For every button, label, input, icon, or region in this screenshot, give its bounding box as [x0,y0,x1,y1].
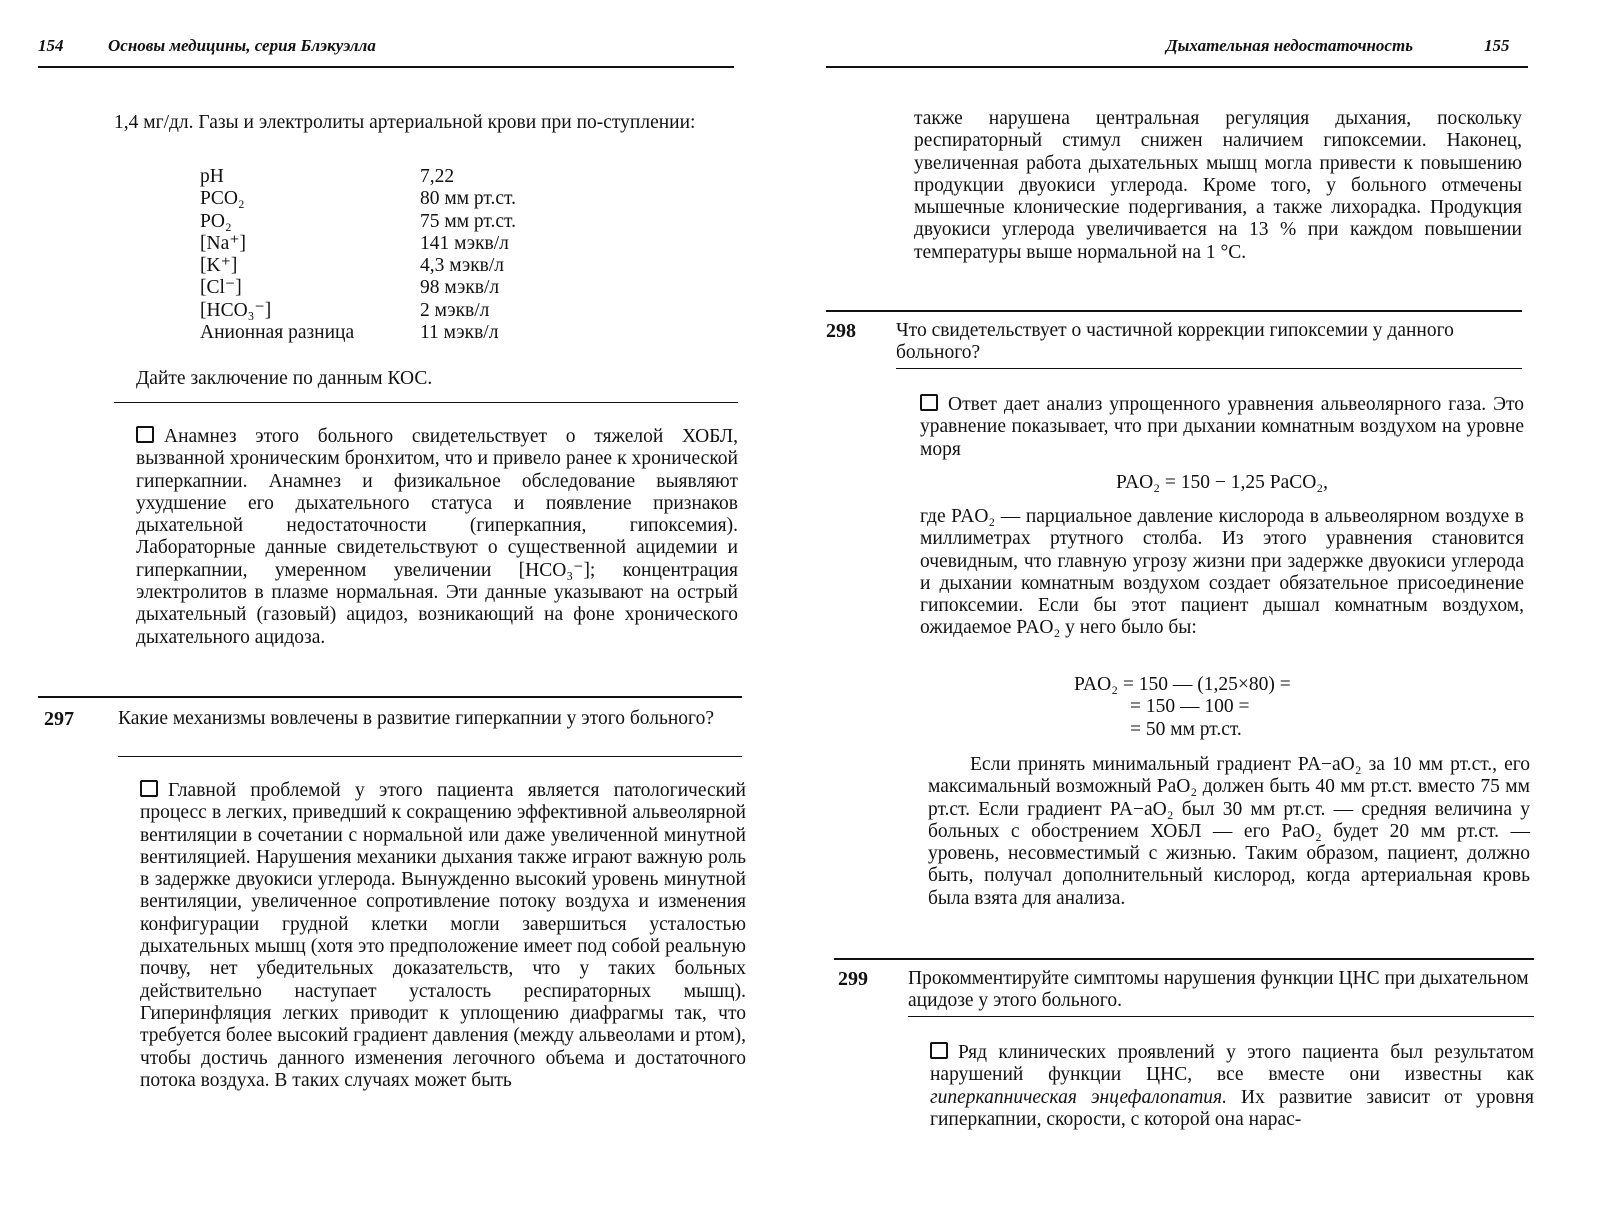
answer-298-explanation: где PAO₂ — парциальное давление кислорода в альвеолярном воздухе в миллиметрах ртутного столба. Из этого уравнения становится очевидным, что главную угрозу жизни при задержке двуокиси углерода и дыхании комнатным воздухом создает обязательное присоединение гипоксемии. Если бы этот пациент дышал комнатным воздухом, ожидаемое PAO₂ у него было бы: [920,506,1524,639]
header-rule [38,66,734,68]
intro-paragraph: 1,4 мг/дл. Газы и электролиты артериальной крови при по-ступлении: [114,112,696,133]
question-rule [38,696,742,698]
question-number: 298 [826,320,856,342]
page-number: 154 [38,36,64,55]
lab-row: Анионная разница 11 мэкв/л [200,322,499,344]
question-297: Какие механизмы вовлечены в развитие гиперкапнии у этого больного? [118,708,714,729]
running-title: Основы медицины, серия Блэкуэлла [108,36,376,55]
question-rule [834,958,1534,960]
task-text: Дайте заключение по данным КОС. [136,368,433,389]
answer-298-intro: Ответ дает анализ упрощенного уравнения альвеолярного газа. Это уравнение показывает, что при дыхании комнатным воздухом на уровне моря [920,394,1524,460]
question-298: Что свидетельствует о частичной коррекции гипоксемии у данного больного? [896,320,1454,364]
page-number: 155 [1484,36,1510,55]
checkbox-icon [140,780,158,797]
checkbox-icon [930,1042,948,1059]
lab-row: PCO₂ 80 мм рт.ст. [200,188,516,210]
question-299: Прокомментируйте симптомы нарушения функции ЦНС при дыхательном ацидозе у этого больного. [908,968,1529,1012]
divider [114,402,738,403]
question-rule [826,310,1522,312]
question-number: 299 [838,968,868,990]
equation-line: = 50 мм рт.ст. [1130,718,1242,740]
divider [896,368,1522,369]
question-number: 297 [44,708,74,730]
left-page [0,0,780,1211]
lab-row: [Cl⁻] 98 мэкв/л [200,277,500,299]
equation-line: PAO₂ = 150 — (1,25×80) = [1074,674,1291,695]
divider [908,1016,1534,1017]
lab-row: PO₂ 75 мм рт.ст. [200,210,516,232]
lab-row: pH 7,22 [200,166,455,187]
lab-row: [HCO₃⁻] 2 мэкв/л [200,299,490,321]
lab-row: [K⁺] 4,3 мэкв/л [200,255,505,277]
header-rule [826,66,1528,68]
equation-calculation [1074,674,1291,741]
lab-results-table [200,166,516,344]
answer-297: Главной проблемой у этого пациента является патологический процесс в легких, приведший к сокращению эффективной альвеолярной вентиляции в сочетании с нормальной или даже увеличенной минутной вентиляцией. Нарушения механики дыхания также играют важную роль в задержке двуокиси углерода. Вынужденно высокий уровень минутной вентиляции, увеличенное сопротивление потоку воздуха и изменения конфигурации грудной клетки могли завершиться усталостью дыхательных мышц (хотя это предположение имеет под собой реальную почву, нет убедительных доказательств, что у таких больных действительно наступает усталость респираторных мышц). Гиперинфляция легких приводит к уплощению диафрагмы так, что требуется более высокий градиент давления (между альвеолами и ртом), чтобы достичь данного изменения легочного объема и достаточного потока воздуха. В таких случаях может быть [140,780,746,1091]
answer-296: Анамнез этого больного свидетельствует о тяжелой ХОБЛ, вызванной хроническим бронхитом, что и привело ранее к хронической гиперкапнии. Анамнез и физикальное обследование выявляют ухудшение его дыхательного статуса и появление признаков дыхательной недостаточности (гиперкапния, гипоксемия). Лабораторные данные свидетельствуют о существенной ацидемии и гиперкапнии, умеренном увеличении [HCO₃⁻]; концентрация электролитов в плазме нормальная. Эти данные указывают на острый дыхательный (газовый) ацидоз, возникающий на фоне хронического дыхательного ацидоза. [136,426,738,648]
divider [118,756,742,757]
checkbox-icon [136,426,154,443]
equation-line: = 150 — 100 = [1130,696,1250,718]
equation-alveolar-gas: PAO₂ = 150 − 1,25 PaCO₂, [1115,472,1329,493]
running-title: Дыхательная недостаточность [1166,36,1413,55]
answer-299: Ряд клинических проявлений у этого пациента был результатом нарушений функции ЦНС, все вместе они известны как гиперкапническая энцефалопатия. Их развитие зависит от уровня гиперкапнии, скорости, с которой она нарас- [930,1042,1534,1130]
continued-paragraph: также нарушена центральная регуляция дыхания, поскольку респираторный стимул снижен наличием гипоксемии. Наконец, увеличенная работа дыхательных мышц могла привести к повышению продукции двуокиси углерода. Кроме того, у больного отмечены мышечные клонические подергивания, а также лихорадка. Продукция двуокиси углерода увеличивается на 13 % при каждом повышении температуры выше нормальной на 1 °С. [914,108,1522,263]
lab-row: [Na⁺] 141 мэкв/л [200,232,509,254]
right-page [820,0,1600,1211]
answer-298-conclusion: Если принять минимальный градиент PA−aO₂ за 10 мм рт.ст., его максимальный возможный PaO₂ должен быть 40 мм рт.ст. вместо 75 мм рт.ст. Если градиент PA−aO₂ был 30 мм рт.ст. — средняя величина у больных с обострением ХОБЛ — его PaO₂ будет 20 мм рт.ст. — уровень, несовместимый с жизнью. Таким образом, пациент, должно быть, получал дополнительный кислород, когда артериальная кровь была взята для анализа. [928,754,1530,909]
checkbox-icon [920,394,938,411]
